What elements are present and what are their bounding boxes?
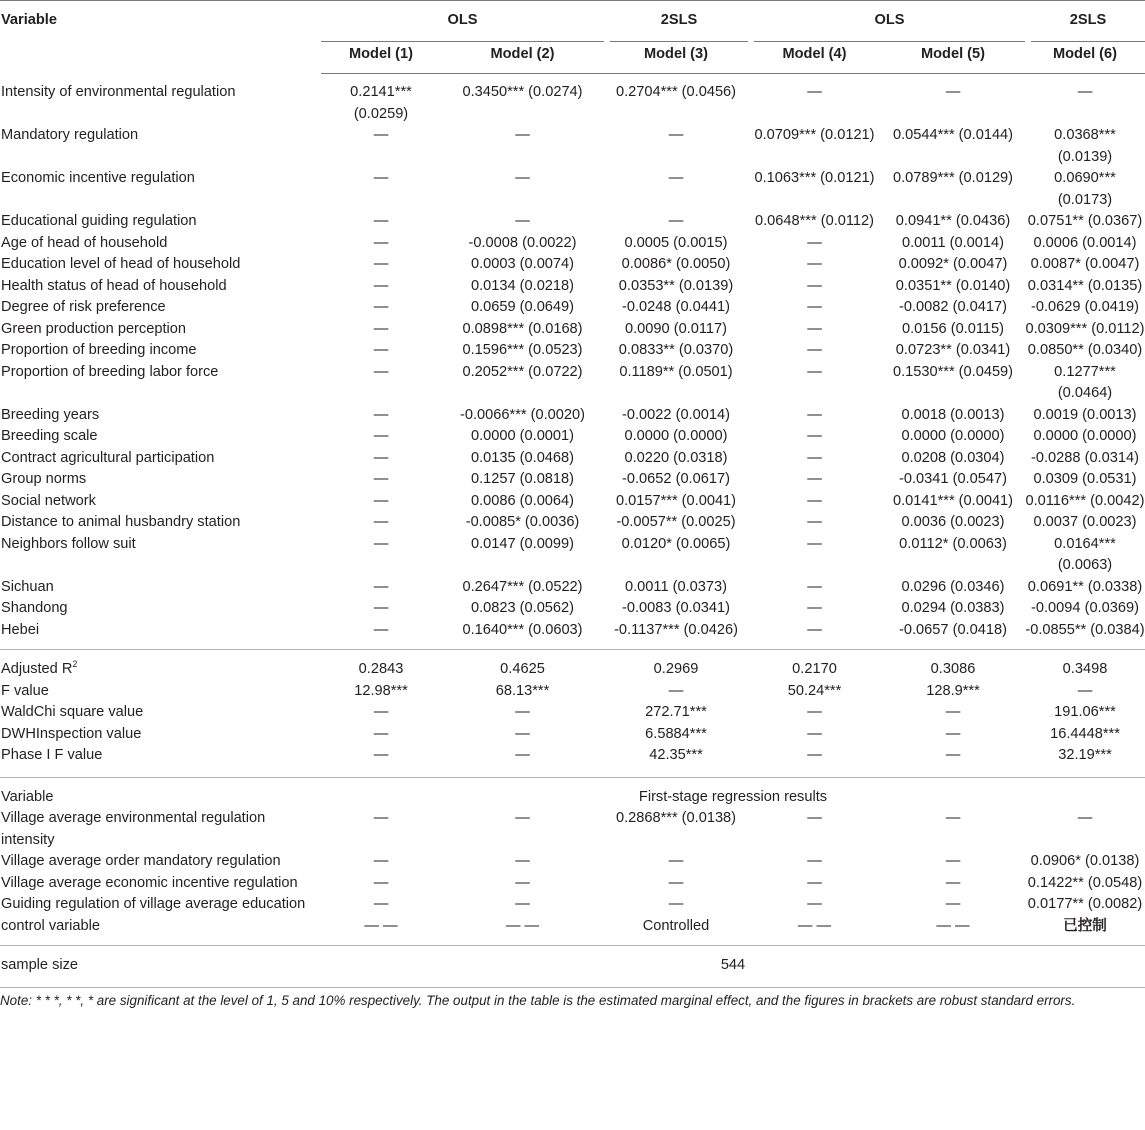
cell: — — [373, 471, 389, 487]
adj-r2-label: Adjusted $R^2$ — [0, 650, 321, 681]
cell: 0.0309*** (0.0112) — [1025, 320, 1145, 337]
cell: 0.0000 (0.0000) — [901, 428, 1005, 444]
cell: 16.4448*** — [1050, 725, 1120, 742]
cell: — — [807, 874, 822, 891]
model-2-header: Model (2) — [441, 42, 604, 74]
cell: — — [373, 514, 389, 530]
cell: 0.0723** (0.0341) — [895, 342, 1011, 358]
table-row — [0, 469, 1145, 491]
table-row — [0, 894, 1145, 916]
table-row — [0, 851, 1145, 873]
cell: — — [373, 725, 389, 742]
cell: 0.2052*** (0.0722) — [462, 363, 583, 380]
cell: — — [807, 277, 822, 294]
table-row — [0, 620, 1145, 650]
cell: — — [373, 342, 389, 358]
cell: — — [1077, 810, 1093, 826]
cell: 0.0141*** (0.0041) — [892, 492, 1014, 509]
cell: 0.0036 (0.0023) — [901, 514, 1005, 530]
cell: 0.0177** (0.0082) — [1027, 896, 1143, 912]
table-row — [0, 125, 1145, 168]
cell: — — [668, 874, 684, 891]
row-label: Guiding regulation of village average education — [1, 896, 306, 912]
cell: -0.0022 (0.0014) — [622, 406, 730, 423]
cell: 0.0019 (0.0013) — [1033, 406, 1137, 423]
cell: 32.19*** — [1058, 747, 1112, 763]
cell: — — [515, 213, 530, 229]
stats-rows — [0, 650, 1145, 778]
cell: — — [515, 747, 530, 763]
cell: 0.0833** (0.0370) — [618, 342, 734, 358]
cell: 0.3498 — [1025, 650, 1145, 681]
cell: — — [515, 127, 530, 143]
cell: 0.0087* (0.0047) — [1030, 256, 1140, 272]
cell: — — [515, 810, 530, 826]
cell: — — [945, 704, 961, 720]
cell: — — [807, 320, 822, 337]
cell: — — [807, 725, 822, 742]
table-row — [0, 650, 1145, 681]
cell: 272.71*** — [645, 704, 707, 720]
cell: — — [807, 406, 822, 423]
cell: — — [807, 535, 822, 552]
cell: -0.0341 (0.0547) — [899, 471, 1007, 487]
cell: — — [945, 810, 961, 826]
cell: 0.0314** (0.0135) — [1027, 277, 1143, 294]
cell: — — [807, 747, 822, 763]
group-ols-1: OLS — [321, 1, 604, 43]
cell: -0.0629 (0.0419) — [1031, 299, 1139, 315]
cell: — — [515, 853, 530, 869]
table-row — [0, 448, 1145, 470]
row-label: Proportion of breeding labor force — [1, 363, 219, 380]
cell: 0.0003 (0.0074) — [470, 256, 575, 272]
cell: 0.0147 (0.0099) — [470, 535, 575, 552]
cell: 0.0006 (0.0014) — [1033, 234, 1137, 251]
cell: — — [807, 84, 822, 100]
cell: — — [807, 578, 822, 595]
cell: 191.06*** — [1054, 704, 1116, 720]
cell: 42.35*** — [649, 747, 703, 763]
model-6-header: Model (6) — [1025, 42, 1145, 74]
row-label: control variable — [1, 917, 100, 934]
cell: 0.0086 (0.0064) — [470, 492, 575, 509]
cell: -0.0094 (0.0369) — [1031, 600, 1139, 616]
cell: 0.3086 — [881, 650, 1025, 681]
row-label: Village average order mandatory regulation — [1, 853, 281, 869]
cell: — — [373, 406, 389, 423]
cell: 0.0208 (0.0304) — [901, 449, 1005, 466]
cell: — — [373, 578, 389, 595]
cell: 0.0294 (0.0383) — [901, 600, 1005, 616]
cell: — — [373, 170, 389, 186]
cell: -0.0855** (0.0384) — [1025, 621, 1145, 638]
cell: 0.0296 (0.0346) — [901, 578, 1005, 595]
cell: — — [1077, 682, 1093, 699]
cell: — — [807, 342, 822, 358]
cell: 0.0906* (0.0138) — [1030, 853, 1140, 869]
cell: — — — [364, 917, 398, 934]
cell: — — [1077, 84, 1093, 100]
cell: — — [515, 725, 530, 742]
row-label: Economic incentive regulation — [1, 170, 195, 186]
cell: 0.0368*** (0.0139) — [1054, 127, 1116, 165]
table-row — [0, 808, 1145, 851]
cell: — — [373, 896, 389, 912]
sample-rows — [0, 946, 1145, 988]
model-4-header: Model (4) — [748, 42, 881, 74]
row-label: Shandong — [1, 600, 68, 616]
cell: 0.0659 (0.0649) — [470, 299, 575, 315]
cell: — — [945, 747, 961, 763]
cell: 0.1257 (0.0818) — [470, 471, 575, 487]
cell: -0.1137*** (0.0426) — [614, 621, 738, 638]
table-row — [0, 491, 1145, 513]
cell: — — [373, 363, 389, 380]
cell: 0.0751** (0.0367) — [1027, 213, 1143, 229]
cell: 0.0011 (0.0014) — [902, 234, 1004, 251]
cell: 0.0090 (0.0117) — [625, 320, 727, 337]
row-label: Education level of head of household — [1, 256, 241, 272]
cell: -0.0248 (0.0441) — [622, 299, 730, 315]
cell: 6.5884*** — [645, 725, 707, 742]
cell: 0.0005 (0.0015) — [624, 234, 728, 251]
cell: 0.0691** (0.0338) — [1027, 578, 1143, 595]
group-ols-2: OLS — [748, 1, 1025, 43]
cell: -0.0652 (0.0617) — [622, 471, 730, 487]
table-row — [0, 168, 1145, 211]
cell: 0.0134 (0.0218) — [470, 277, 575, 294]
table-row — [0, 724, 1145, 746]
cell: 0.0086* (0.0050) — [621, 256, 731, 272]
cell: — — [515, 704, 530, 720]
cell: — — [515, 874, 530, 891]
cell: — — [945, 725, 961, 742]
cell: — — [373, 213, 389, 229]
cell: -0.0082 (0.0417) — [899, 299, 1007, 315]
row-label: Green production perception — [1, 320, 186, 337]
cell: -0.0288 (0.0314) — [1031, 449, 1139, 466]
group-2sls-1: 2SLS — [604, 1, 748, 43]
cell: 0.0941** (0.0436) — [895, 213, 1011, 229]
cell: — — [668, 170, 684, 186]
row-label: Sichuan — [1, 578, 54, 595]
table-row — [0, 681, 1145, 703]
row-label: Educational guiding regulation — [1, 213, 197, 229]
table-row — [0, 254, 1145, 276]
cell: — — [373, 299, 389, 315]
cell: 0.1277*** (0.0464) — [1054, 363, 1116, 401]
cell: 50.24*** — [787, 682, 842, 699]
cell: — — [373, 853, 389, 869]
model-3-header: Model (3) — [604, 42, 748, 74]
cell: 0.2868*** (0.0138) — [615, 810, 737, 826]
cell: — — [807, 853, 822, 869]
cell: — — [945, 84, 961, 100]
table-row — [0, 577, 1145, 599]
table-row — [0, 598, 1145, 620]
row-label: Breeding scale — [1, 428, 98, 444]
cell: 0.3450*** (0.0274) — [462, 84, 583, 100]
table-row — [0, 319, 1145, 341]
table-row — [0, 297, 1145, 319]
row-label: Distance to animal husbandry station — [1, 514, 241, 530]
row-label: Neighbors follow suit — [1, 535, 136, 552]
cell: -0.0057** (0.0025) — [616, 514, 736, 530]
cell: — — [668, 682, 684, 699]
cell: — — [373, 492, 389, 509]
cell: 0.1063*** (0.0121) — [754, 170, 875, 186]
cell: — — [807, 810, 822, 826]
cell: 0.0116*** (0.0042) — [1025, 492, 1145, 509]
cell: 0.2170 — [748, 650, 881, 681]
cell: — — — [797, 917, 832, 934]
cell: 0.0898*** (0.0168) — [462, 320, 583, 337]
cell: — — [807, 471, 822, 487]
row-label: Group norms — [1, 471, 87, 487]
cell: — — [373, 127, 389, 143]
sample-size-value: 544 — [321, 946, 1145, 988]
row-label: Village average economic incentive regulation — [1, 874, 298, 891]
cell: — — [945, 874, 961, 891]
cell: — — [807, 428, 822, 444]
cell: -0.0066*** (0.0020) — [460, 406, 585, 423]
table-row — [0, 405, 1145, 427]
cell: — — [807, 299, 822, 315]
cell: — — [515, 896, 530, 912]
cell: 0.1596*** (0.0523) — [462, 342, 583, 358]
table-row — [0, 745, 1145, 777]
cell: -0.0085* (0.0036) — [465, 514, 580, 530]
model-5-header: Model (5) — [881, 42, 1025, 74]
cell: 0.0648*** (0.0112) — [754, 213, 874, 229]
cell: 12.98*** — [354, 682, 408, 699]
cell: 0.0709*** (0.0121) — [754, 127, 875, 143]
cell: 0.0037 (0.0023) — [1033, 514, 1137, 530]
first-stage-title: First-stage regression results — [321, 777, 1145, 808]
sample-size-row — [0, 946, 1145, 988]
cell: 68.13*** — [495, 682, 550, 699]
table-row — [0, 916, 1145, 946]
cell: — — [807, 600, 822, 616]
table-row — [0, 702, 1145, 724]
cell: — — [668, 896, 684, 912]
table-row — [0, 74, 1145, 126]
dwh-label: DWHInspection value — [1, 725, 142, 742]
row-label: Social network — [1, 492, 96, 509]
cell: 0.0220 (0.0318) — [624, 449, 728, 466]
cell: 0.0157*** (0.0041) — [615, 492, 737, 509]
cell: 0.0011 (0.0373) — [625, 578, 727, 595]
cell: — — [945, 853, 961, 869]
cell: — — [373, 874, 389, 891]
cell: 0.1422** (0.0548) — [1027, 874, 1143, 891]
cell: 128.9*** — [926, 682, 980, 699]
cell: 0.1640*** (0.0603) — [462, 621, 583, 638]
wald-label: WaldChi square value — [1, 704, 144, 720]
cell: 0.0000 (0.0000) — [624, 428, 728, 444]
cell: — — [373, 320, 389, 337]
cell: — — [373, 810, 389, 826]
cell: 0.0092* (0.0047) — [898, 256, 1008, 272]
sample-size-label: sample size — [0, 946, 321, 988]
row-label: Mandatory regulation — [1, 127, 139, 143]
cell: — — [807, 704, 822, 720]
cell: -0.0008 (0.0022) — [468, 234, 577, 251]
cell: — — [373, 704, 389, 720]
cell: 0.0789*** (0.0129) — [892, 170, 1014, 186]
table-note: Note: * * *, * *, * are significant at the level of 1, 5 and 10% respectively. The output in the table is the estimated marginal effect, and the figures in brackets are robust standard errors. — [0, 993, 1076, 1008]
cell: 0.0850** (0.0340) — [1027, 342, 1143, 358]
row-label: Health status of head of household — [1, 277, 227, 294]
group-2sls-2: 2SLS — [1025, 1, 1145, 43]
table-row — [0, 276, 1145, 298]
row-label: Proportion of breeding income — [1, 342, 197, 358]
cell: 0.0690*** (0.0173) — [1054, 170, 1116, 208]
cell: — — [373, 234, 389, 251]
cell: — — [373, 277, 389, 294]
cell: 0.0164*** (0.0063) — [1054, 535, 1116, 573]
cell: 0.2843 — [321, 650, 441, 681]
cell: 0.0156 (0.0115) — [902, 320, 1004, 337]
model-1-header: Model (1) — [321, 42, 441, 74]
variable-header: Variable — [0, 1, 321, 74]
cell: 0.0309 (0.0531) — [1033, 471, 1137, 487]
cell: 0.1530*** (0.0459) — [892, 363, 1014, 380]
cell: — — — [505, 917, 540, 934]
row-label: Intensity of environmental regulation — [1, 83, 236, 100]
cell: 0.0000 (0.0001) — [470, 428, 575, 444]
cell: — — [373, 535, 389, 552]
row-label: Age of head of household — [1, 234, 168, 251]
table-row — [0, 534, 1145, 577]
cell: — — [807, 514, 822, 530]
row-label: Breeding years — [1, 406, 100, 423]
cell: — — — [936, 917, 970, 934]
cell: — — [668, 127, 684, 143]
first-stage-header-row — [0, 777, 1145, 808]
cell: — — [373, 449, 389, 466]
f-value-label: F value — [1, 682, 49, 699]
cell: — — [807, 234, 822, 251]
phase-label: Phase I F value — [1, 747, 103, 763]
cell: -0.0083 (0.0341) — [622, 600, 730, 616]
cell: 0.2704*** (0.0456) — [615, 84, 737, 100]
cell: 0.1189** (0.0501) — [619, 363, 733, 380]
cell: Controlled — [642, 917, 710, 934]
table-row — [0, 362, 1145, 405]
cell: 0.0018 (0.0013) — [901, 406, 1005, 423]
cell: 0.0120* (0.0065) — [621, 535, 731, 552]
header-groups-row — [0, 1, 1145, 43]
table-row — [0, 426, 1145, 448]
cell: -0.0657 (0.0418) — [899, 621, 1007, 638]
cell: — — [945, 896, 961, 912]
cell: 0.4625 — [441, 650, 604, 681]
coefficient-rows — [0, 74, 1145, 650]
table-row — [0, 211, 1145, 233]
cell: 已控制 — [1063, 917, 1107, 934]
cell: — — [515, 170, 530, 186]
cell: — — [668, 853, 684, 869]
cell: — — [668, 213, 684, 229]
cell: 0.0823 (0.0562) — [470, 600, 575, 616]
cell: 0.2647*** (0.0522) — [462, 578, 583, 595]
table-row — [0, 340, 1145, 362]
cell: 0.0112* (0.0063) — [899, 535, 1007, 552]
cell: 0.0353** (0.0139) — [618, 277, 734, 294]
table-row — [0, 233, 1145, 255]
first-stage-rows — [0, 777, 1145, 946]
row-label: Contract agricultural participation — [1, 449, 215, 466]
cell: — — [807, 492, 822, 509]
cell: 0.2969 — [604, 650, 748, 681]
cell: — — [373, 428, 389, 444]
cell: — — [807, 256, 822, 272]
cell: 0.0351** (0.0140) — [895, 277, 1011, 294]
cell: — — [373, 747, 389, 763]
cell: 0.0135 (0.0468) — [470, 449, 575, 466]
table-row — [0, 873, 1145, 895]
cell: — — [807, 896, 822, 912]
cell: — — [373, 600, 389, 616]
cell: 0.2141*** (0.0259) — [350, 84, 412, 122]
row-label: Village average environmental regulation intensity — [1, 810, 266, 848]
first-stage-variable-label: Variable — [0, 777, 321, 808]
cell: — — [373, 256, 389, 272]
cell: — — [807, 449, 822, 466]
cell: — — [373, 621, 389, 638]
table-row — [0, 512, 1145, 534]
cell: 0.0544*** (0.0144) — [892, 127, 1014, 143]
cell: — — [807, 621, 822, 638]
row-label: Degree of risk preference — [1, 299, 166, 315]
row-label: Hebei — [1, 621, 40, 638]
cell: — — [807, 363, 822, 380]
cell: 0.0000 (0.0000) — [1033, 428, 1137, 444]
